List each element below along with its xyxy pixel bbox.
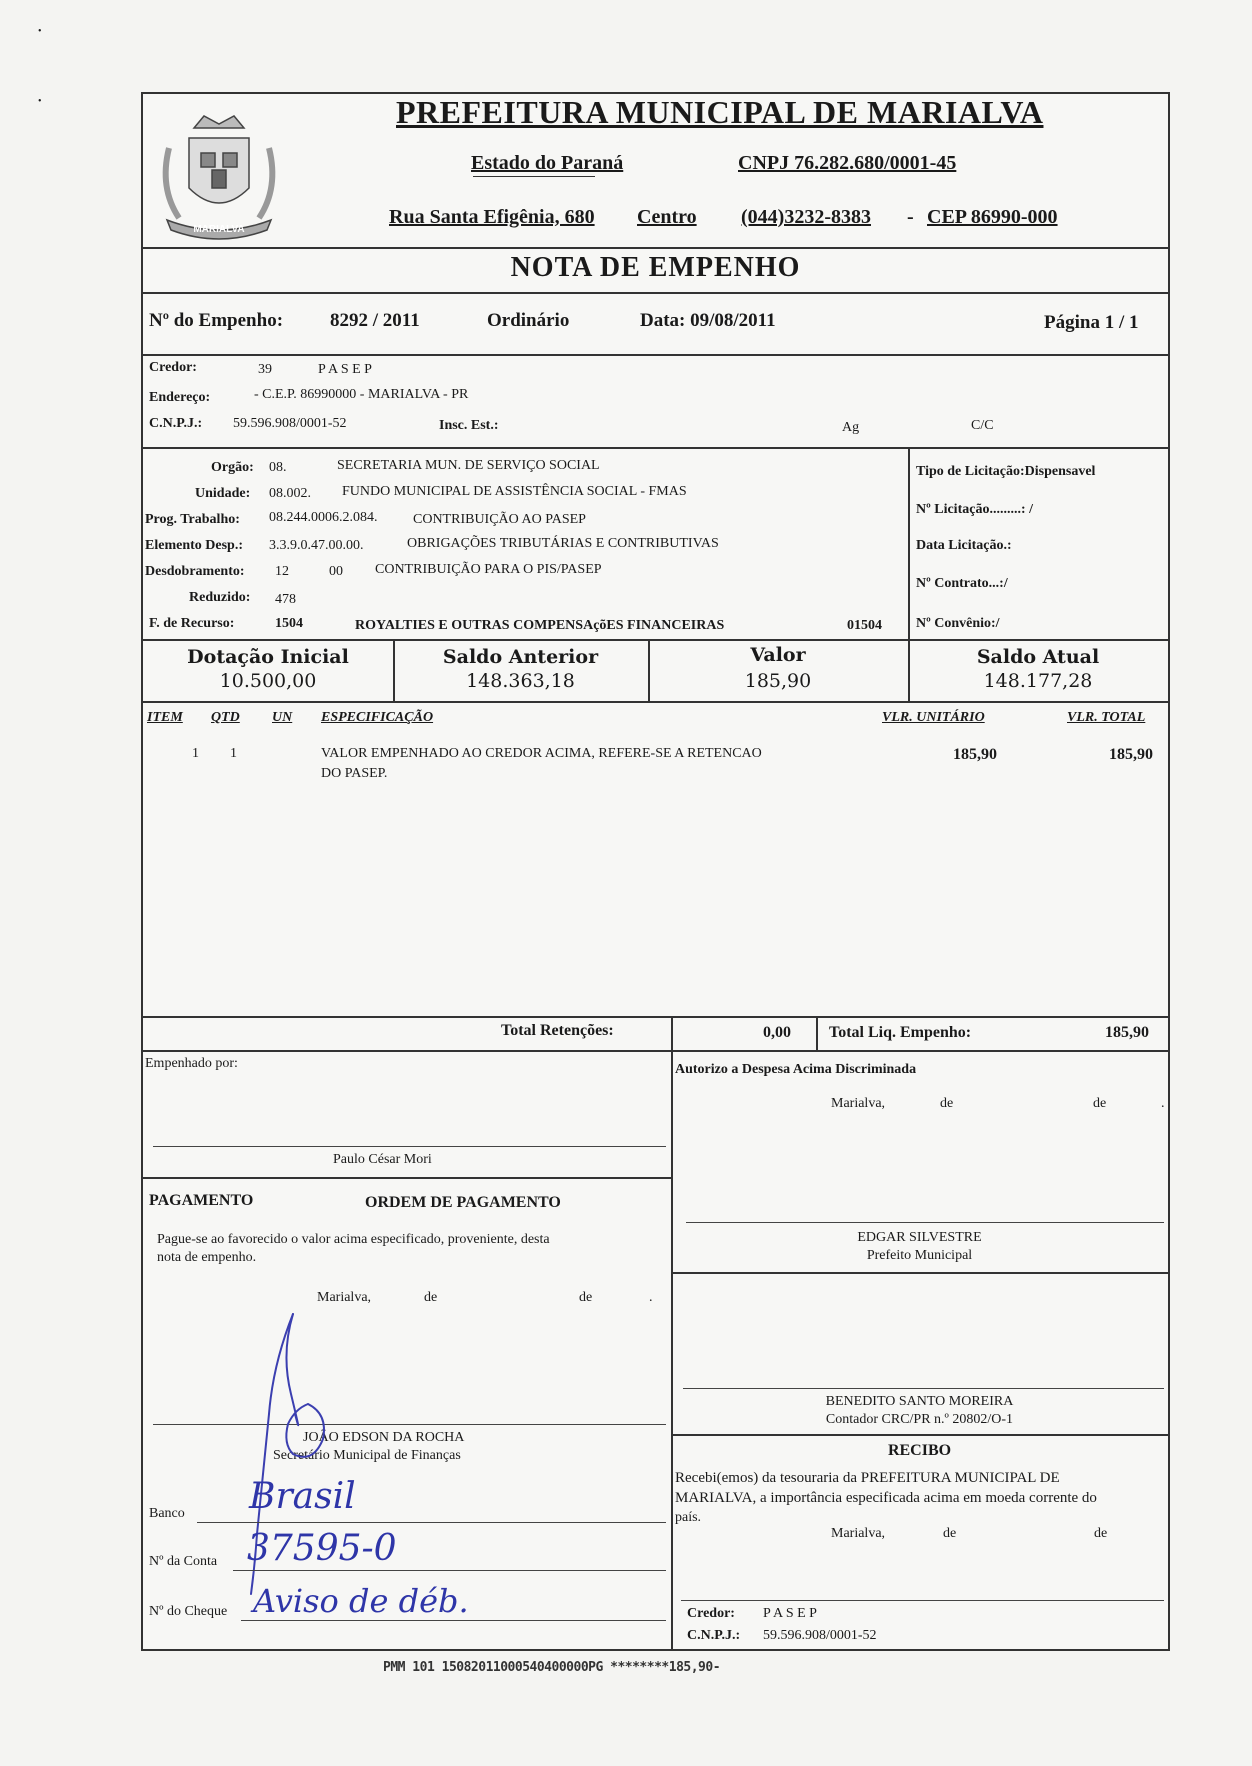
pagamento-de1: de xyxy=(424,1290,438,1305)
col-header-vlr-total: VLR. TOTAL xyxy=(1067,710,1146,725)
fonte-recurso-label: F. de Recurso: xyxy=(149,616,235,631)
crest-banner-text: MARIALVA xyxy=(193,224,245,235)
state-name: Estado do Paraná xyxy=(471,152,624,174)
divider xyxy=(153,1146,666,1147)
banco-value: Brasil xyxy=(249,1476,356,1517)
autorizo-city: Marialva, xyxy=(831,1096,886,1111)
cnpj-label: C.N.P.J.: xyxy=(149,416,203,431)
desdobramento-code2: 00 xyxy=(329,564,343,579)
col-header-un: UN xyxy=(272,710,293,725)
pagamento-text-line2: nota de empenho. xyxy=(157,1250,257,1265)
numero-convenio: Nº Convênio:/ xyxy=(916,616,1000,631)
empenho-type: Ordinário xyxy=(487,310,570,331)
municipality-cep: CEP 86990-000 xyxy=(927,206,1058,228)
recibo-text-line2: MARIALVA, a importância especificada acima em moeda corrente do xyxy=(675,1490,1097,1506)
municipality-phone: (044)3232-8383 xyxy=(741,206,871,228)
prog-trabalho-value: CONTRIBUIÇÃO AO PASEP xyxy=(413,512,586,527)
saldo-anterior-label: Saldo Anterior xyxy=(442,646,599,668)
municipal-crest-icon xyxy=(149,108,289,243)
saldo-atual-value: 148.177,28 xyxy=(983,670,1093,692)
nota-empenho-form xyxy=(141,92,1170,1651)
divider xyxy=(683,1388,1164,1389)
recibo-text-line3: país. xyxy=(675,1510,702,1525)
pagamento-city: Marialva, xyxy=(317,1290,372,1305)
empenhado-por-label: Empenhado por: xyxy=(145,1056,238,1071)
divider xyxy=(681,1600,1164,1601)
empenho-number-label: Nº do Empenho: xyxy=(149,310,284,331)
contador-signer-role: Contador CRC/PR n.º 20802/O-1 xyxy=(825,1412,1014,1427)
municipality-district: Centro xyxy=(637,206,697,228)
divider xyxy=(197,1522,666,1523)
conta-label: Nº da Conta xyxy=(149,1554,218,1569)
unidade-code: 08.002. xyxy=(269,486,311,501)
cheque-label: Nº do Cheque xyxy=(149,1604,228,1619)
elemento-despesa-value: OBRIGAÇÕES TRIBUTÁRIAS E CONTRIBUTIVAS xyxy=(407,536,719,551)
item-number: 1 xyxy=(192,746,199,761)
item-vlr-unitario: 185,90 xyxy=(953,746,997,763)
pagamento-signer-role: Secretário Municipal de Finanças xyxy=(273,1448,461,1463)
credor-name: P A S E P xyxy=(318,362,372,377)
desdobramento-code: 12 xyxy=(275,564,289,579)
item-spec-line2: DO PASEP. xyxy=(321,766,388,781)
orgao-code: 08. xyxy=(269,460,287,475)
fonte-recurso-code: 1504 xyxy=(275,616,303,631)
dotacao-inicial-label: Dotação Inicial xyxy=(187,646,349,668)
recibo-credor-label: Credor: xyxy=(687,1606,735,1621)
fonte-recurso-value: ROYALTIES E OUTRAS COMPENSAçõES FINANCEIRAS xyxy=(355,618,725,633)
recibo-title: RECIBO xyxy=(887,1442,952,1459)
divider xyxy=(671,1272,1168,1274)
document-title: NOTA DE EMPENHO xyxy=(510,252,801,283)
col-header-qtd: QTD xyxy=(211,710,240,725)
orgao-value: SECRETARIA MUN. DE SERVIÇO SOCIAL xyxy=(337,458,600,473)
autorizo-dot: . xyxy=(1161,1096,1165,1111)
divider xyxy=(143,447,1168,449)
divider xyxy=(816,1016,818,1050)
prog-trabalho-label: Prog. Trabalho: xyxy=(145,512,240,527)
desdobramento-value: CONTRIBUIÇÃO PARA O PIS/PASEP xyxy=(375,562,602,577)
divider xyxy=(233,1570,666,1571)
divider xyxy=(153,1424,666,1425)
pagamento-signer: JOÃO EDSON DA ROCHA xyxy=(303,1430,465,1445)
divider xyxy=(671,1016,673,1050)
divider xyxy=(241,1620,666,1621)
total-liquido-value: 185,90 xyxy=(1105,1024,1149,1041)
municipality-address: Rua Santa Efigênia, 680 xyxy=(389,206,595,228)
agencia-label: Ag xyxy=(842,420,860,435)
divider xyxy=(671,1434,1168,1436)
fonte-recurso-code2: 01504 xyxy=(847,618,882,633)
divider xyxy=(143,292,1168,294)
recibo-credor: P A S E P xyxy=(763,1606,817,1621)
recibo-cnpj-label: C.N.P.J.: xyxy=(687,1628,741,1643)
total-retencoes-value: 0,00 xyxy=(763,1024,791,1041)
bank-authentication-stamp: PMM 101 15082011000540400000PG ********185,90- xyxy=(383,1660,721,1675)
total-liquido-label: Total Liq. Empenho: xyxy=(829,1024,972,1041)
empenhado-por-name: Paulo César Mori xyxy=(333,1152,432,1167)
pagamento-label: PAGAMENTO xyxy=(149,1192,254,1209)
item-vlr-total: 185,90 xyxy=(1109,746,1153,763)
credor-cnpj: 59.596.908/0001-52 xyxy=(233,416,347,431)
ordem-pagamento-label: ORDEM DE PAGAMENTO xyxy=(365,1194,561,1211)
desdobramento-label: Desdobramento: xyxy=(145,564,245,579)
orgao-label: Orgão: xyxy=(211,460,254,475)
saldo-atual-label: Saldo Atual xyxy=(976,646,1100,668)
conta-value: 37595-0 xyxy=(247,1528,397,1569)
col-header-vlr-unitario: VLR. UNITÁRIO xyxy=(882,710,985,725)
endereco-value: - C.E.P. 86990000 - MARIALVA - PR xyxy=(254,387,469,402)
autorizo-signer-role: Prefeito Municipal xyxy=(866,1248,973,1263)
divider xyxy=(143,354,1168,356)
unidade-value: FUNDO MUNICIPAL DE ASSISTÊNCIA SOCIAL - FMAS xyxy=(342,484,687,499)
autorizo-de2: de xyxy=(1093,1096,1107,1111)
state-underline xyxy=(473,176,595,177)
pagamento-dot: . xyxy=(649,1290,653,1305)
item-qtd: 1 xyxy=(230,746,237,761)
divider xyxy=(143,1016,1168,1018)
elemento-despesa-label: Elemento Desp.: xyxy=(145,538,243,553)
col-header-especificacao: ESPECIFICAÇÃO xyxy=(321,710,434,725)
credor-label: Credor: xyxy=(149,360,197,375)
elemento-despesa-code: 3.3.9.0.47.00.00. xyxy=(269,538,364,553)
banco-label: Banco xyxy=(149,1506,185,1521)
divider xyxy=(143,1177,671,1179)
empenho-date: Data: 09/08/2011 xyxy=(640,310,776,331)
valor-value: 185,90 xyxy=(744,670,812,692)
header-separator: - xyxy=(907,206,914,228)
recibo-de2: de xyxy=(1094,1526,1108,1541)
divider xyxy=(143,1050,1168,1052)
recibo-cnpj: 59.596.908/0001-52 xyxy=(763,1628,877,1643)
municipality-cnpj: CNPJ 76.282.680/0001-45 xyxy=(738,152,957,174)
saldo-anterior-value: 148.363,18 xyxy=(466,670,575,692)
divider xyxy=(686,1222,1164,1223)
margin-mark: • xyxy=(38,96,42,107)
reduzido-label: Reduzido: xyxy=(189,590,251,605)
item-spec-line1: VALOR EMPENHADO AO CREDOR ACIMA, REFERE-SE A RETENCAO xyxy=(321,746,762,761)
recibo-text-line1: Recebi(emos) da tesouraria da PREFEITURA MUNICIPAL DE xyxy=(675,1470,1060,1486)
autorizo-label: Autorizo a Despesa Acima Discriminada xyxy=(675,1062,917,1077)
prog-trabalho-code: 08.244.0006.2.084. xyxy=(269,510,378,525)
divider xyxy=(143,701,1168,703)
valor-label: Valor xyxy=(750,644,806,666)
total-retencoes-label: Total Retenções: xyxy=(501,1022,614,1039)
page-number: Página 1 / 1 xyxy=(1044,312,1139,333)
reduzido-value: 478 xyxy=(275,592,296,607)
margin-mark: • xyxy=(38,26,42,37)
numero-licitacao: Nº Licitação.........: / xyxy=(916,502,1033,517)
divider xyxy=(908,447,910,639)
unidade-label: Unidade: xyxy=(195,486,251,501)
endereco-label: Endereço: xyxy=(149,390,211,405)
dotacao-inicial-value: 10.500,00 xyxy=(219,670,317,692)
tipo-licitacao: Tipo de Licitação:Dispensavel xyxy=(916,464,1096,479)
divider xyxy=(671,1050,673,1649)
empenho-number: 8292 / 2011 xyxy=(330,310,420,331)
insc-est-label: Insc. Est.: xyxy=(439,418,499,433)
recibo-city: Marialva, xyxy=(831,1526,886,1541)
autorizo-de1: de xyxy=(940,1096,954,1111)
col-header-item: ITEM xyxy=(147,710,183,725)
pagamento-de2: de xyxy=(579,1290,593,1305)
pagamento-text-line1: Pague-se ao favorecido o valor acima especificado, proveniente, desta xyxy=(157,1232,550,1247)
conta-corrente-label: C/C xyxy=(971,418,994,433)
contador-signer: BENEDITO SANTO MOREIRA xyxy=(825,1394,1014,1409)
recibo-de1: de xyxy=(943,1526,957,1541)
numero-contrato: Nº Contrato...:/ xyxy=(916,576,1008,591)
cheque-value: Aviso de déb. xyxy=(253,1582,469,1620)
data-licitacao: Data Licitação.: xyxy=(916,538,1012,553)
divider xyxy=(143,639,1168,641)
municipality-title: PREFEITURA MUNICIPAL DE MARIALVA xyxy=(396,94,1044,130)
autorizo-signer: EDGAR SILVESTRE xyxy=(857,1230,982,1245)
credor-code: 39 xyxy=(258,362,272,377)
divider xyxy=(143,247,1168,249)
